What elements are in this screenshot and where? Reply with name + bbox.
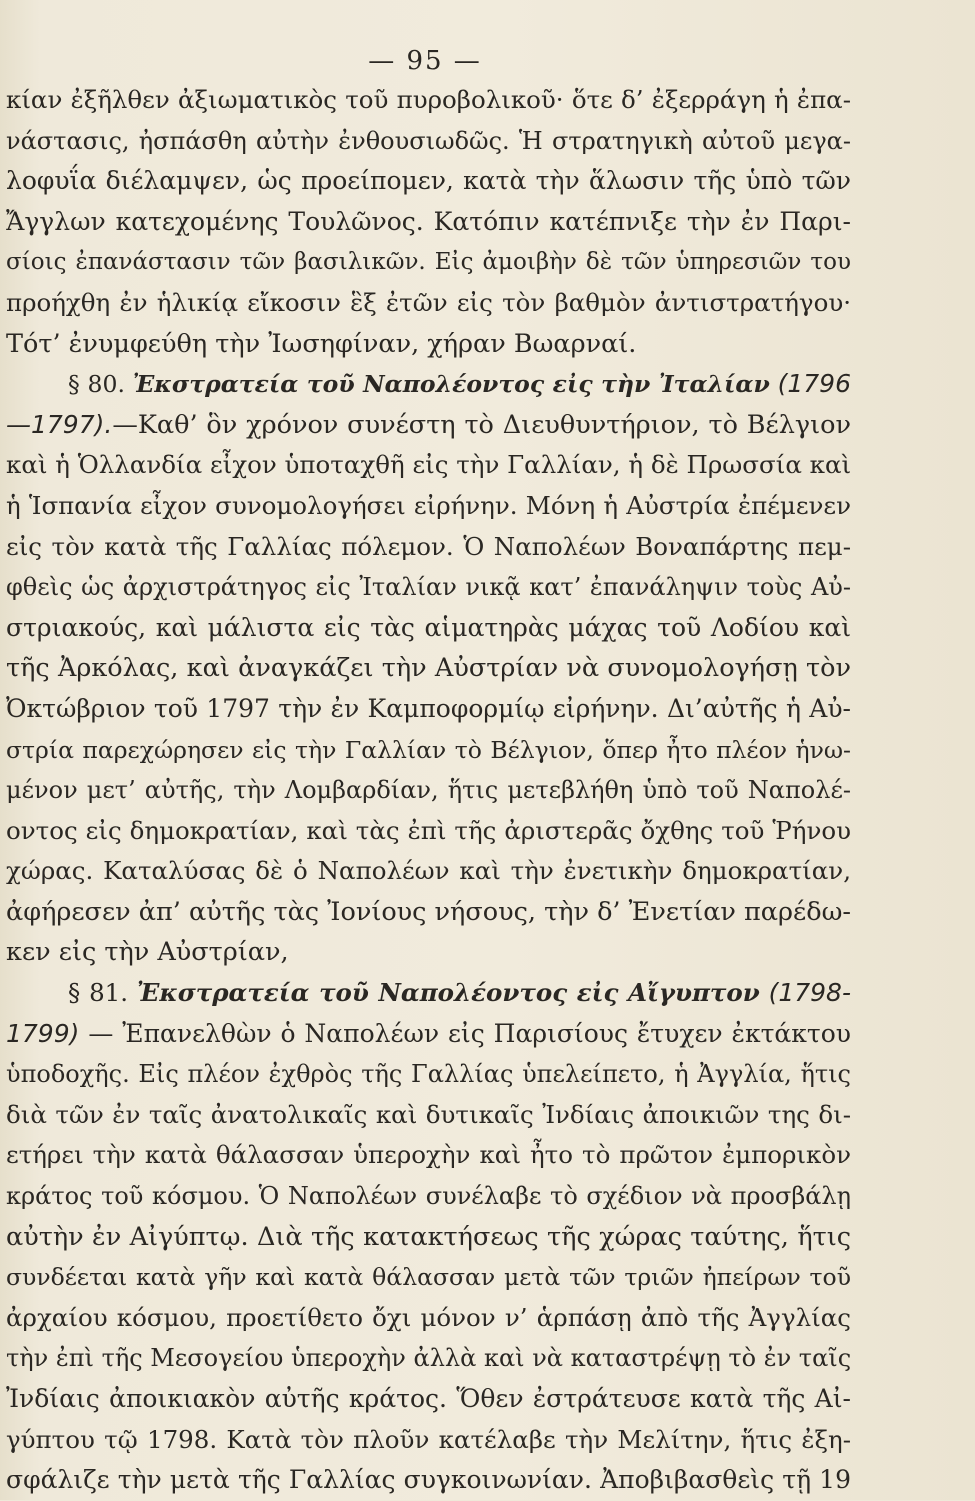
text-line: τῆς Ἀρκόλας, καὶ ἀναγκάζει τὴν Αὐστρίαν νὰ συνομολογήσῃ τὸν — [6, 653, 851, 684]
text-line: οντος εἰς δημοκρατίαν, καὶ τὰς ἐπὶ τῆς ἀριστερᾶς ὄχθης τοῦ Ῥήνου — [6, 815, 851, 845]
text-line — [6, 1014, 851, 1055]
text-line: τὴν ἐπὶ τῆς Μεσογείου ὑπεροχὴν ἀλλὰ καὶ νὰ καταστρέψῃ τὸ ἐν ταῖς — [6, 1344, 852, 1373]
text-line: χώρας. Καταλύσας δὲ ὁ Ναπολέων καὶ τὴν ἐνετικὴν δημοκρατίαν, — [6, 856, 851, 886]
section-81 — [6, 973, 851, 1501]
text-line: ετήρει τὴν κατὰ θάλασσαν ὑπεροχὴν καὶ ἦτο τὸ πρῶτον ἐμπορικὸν — [6, 1140, 851, 1170]
text-line: ἀφήρεσεν ἀπ’ αὐτῆς τὰς Ἰονίους νήσους, τὴν δ’ Ἐνετίαν παρέδω- — [6, 896, 851, 927]
text-line: σίοις ἐπανάστασιν τῶν βασιλικῶν. Εἰς ἀμοιβὴν δὲ τῶν ὑπηρεσιῶν του — [6, 249, 851, 276]
text-line: καὶ ἡ Ὁλλανδία εἶχον ὑποταχθῆ εἰς τὴν Γαλλίαν, ἡ δὲ Πρωσσία καὶ — [6, 450, 852, 480]
text-line: προήχθη ἐν ἡλικίᾳ εἴκοσιν ἓξ ἐτῶν εἰς τὸν βαθμὸν ἀντιστρατήγου· — [6, 287, 851, 317]
text-line: κράτος τοῦ κόσμου. Ὁ Ναπολέων συνέλαβε τὸ σχέδιον νὰ προσβάλῃ — [6, 1182, 851, 1211]
text-line: κεν εἰς τὴν Αὐστρίαν, — [6, 937, 289, 968]
text-line: στρία παρεχώρησεν εἰς τὴν Γαλλίαν τὸ Βέλγιον, ὅπερ ἦτο πλέον ἡνω- — [6, 735, 851, 764]
page-number: — 95 — — [368, 46, 482, 76]
text-span: — Ἐπανελθὼν ὁ Ναπολέων εἰς Παρισίους ἔτυχεν ἐκτάκτου — [88, 1018, 852, 1048]
section-heading — [6, 364, 851, 405]
text-line: Τότ’ ἐνυμφεύθη τὴν Ἰωσηφίναν, χήραν Βωαρναί. — [6, 328, 637, 359]
section-dates: 1799) — [6, 1018, 80, 1048]
text-line: συνδέεται κατὰ γῆν καὶ κατὰ θάλασσαν μετὰ τῶν τριῶν ἠπείρων τοῦ — [6, 1263, 851, 1292]
text-line: λοφυΐα διέλαμψεν, ὡς προείπομεν, κατὰ τὴν ἅλωσιν τῆς ὑπὸ τῶν — [6, 166, 851, 196]
section-title: Ἐκστρατεία τοῦ Ναπολέοντος εἰς τὴν Ἰταλίαν — [132, 370, 770, 399]
text-line: ἡ Ἱσπανία εἶχον συνομολογήσει εἰρήνην. Μόνη ἡ Αὐστρία ἐπέμενεν — [6, 490, 851, 520]
page-text — [6, 80, 851, 1501]
text-line: στριακούς, καὶ μάλιστα εἰς τὰς αἱματηρὰς μάχας τοῦ Λοδίου καὶ — [6, 612, 851, 642]
text-line: κίαν ἐξῆλθεν ἀξιωματικὸς τοῦ πυροβολικοῦ· ὅτε δ’ ἐξερράγη ἡ ἐπα- — [6, 85, 851, 114]
text-line: αὐτὴν ἐν Αἰγύπτῳ. Διὰ τῆς κατακτήσεως τῆς χώρας ταύτης, ἥτις — [6, 1221, 851, 1252]
section-80 — [6, 364, 851, 973]
text-line: ὑποδοχῆς. Εἰς πλέον ἐχθρὸς τῆς Γαλλίας ὑπελείπετο, ἡ Ἀγγλία, ἥτις — [6, 1060, 851, 1089]
section-dates: —1797). — [6, 409, 113, 439]
text-line: σφάλιζε τὴν μετὰ τῆς Γαλλίας συγκοινωνίαν. Ἀποβιβασθεὶς τῇ 19 — [6, 1465, 851, 1495]
text-line: γύπτου τῷ 1798. Κατὰ τὸν πλοῦν κατέλαβε τὴν Μελίτην, ἥτις ἐξη- — [6, 1424, 851, 1454]
section-number: § 81. — [68, 978, 129, 1008]
text-span: —Καθ’ ὃν χρόνον συνέστη τὸ Διευθυντήριον, τὸ Βέλγιον — [112, 409, 851, 440]
section-dates: (1796 — [777, 369, 851, 399]
text-line: μένον μετ’ αὐτῆς, τὴν Λομβαρδίαν, ἥτις μετεβλήθη ὑπὸ τοῦ Ναπολέ- — [6, 776, 851, 805]
text-line: εἰς τὸν κατὰ τῆς Γαλλίας πόλεμον. Ὁ Ναπολέων Βοναπάρτης πεμ- — [6, 531, 851, 561]
text-line: ἀρχαίου κόσμου, προετίθετο ὄχι μόνον ν’ ἁρπάσῃ ἀπὸ τῆς Ἀγγλίας — [6, 1302, 851, 1332]
section-heading — [6, 973, 851, 1014]
text-line — [6, 405, 851, 446]
text-line: Ἄγγλων κατεχομένης Τουλῶνος. Κατόπιν κατέπνιξε τὴν ἐν Παρι- — [6, 206, 851, 236]
paragraph-intro — [6, 80, 851, 364]
section-number: § 80. — [68, 370, 125, 399]
text-line: διὰ τῶν ἐν ταῖς ἀνατολικαῖς καὶ δυτικαῖς Ἰνδίαις ἀποικιῶν της δι- — [6, 1099, 851, 1129]
text-line: Ἰνδίαις ἀποικιακὸν αὐτῆς κράτος. Ὅθεν ἐστράτευσε κατὰ τῆς Αἰ- — [6, 1384, 851, 1413]
text-line: φθεὶς ὡς ἀρχιστράτηγος εἰς Ἰταλίαν νικᾷ κατ’ ἐπανάληψιν τοὺς Αὐ- — [6, 573, 851, 602]
section-title: Ἐκστρατεία τοῦ Ναπολέοντος εἰς Αἴγυπτον — [136, 978, 760, 1008]
text-line: Ὀκτώβριον τοῦ 1797 τὴν ἐν Καμποφορμίῳ εἰρήνην. Δι’αὐτῆς ἡ Αὐ- — [6, 693, 851, 723]
text-line: νάστασις, ἠσπάσθη αὐτὴν ἐνθουσιωδῶς. Ἡ στρατηγικὴ αὐτοῦ μεγα- — [6, 126, 851, 155]
section-dates: (1798- — [768, 978, 851, 1008]
